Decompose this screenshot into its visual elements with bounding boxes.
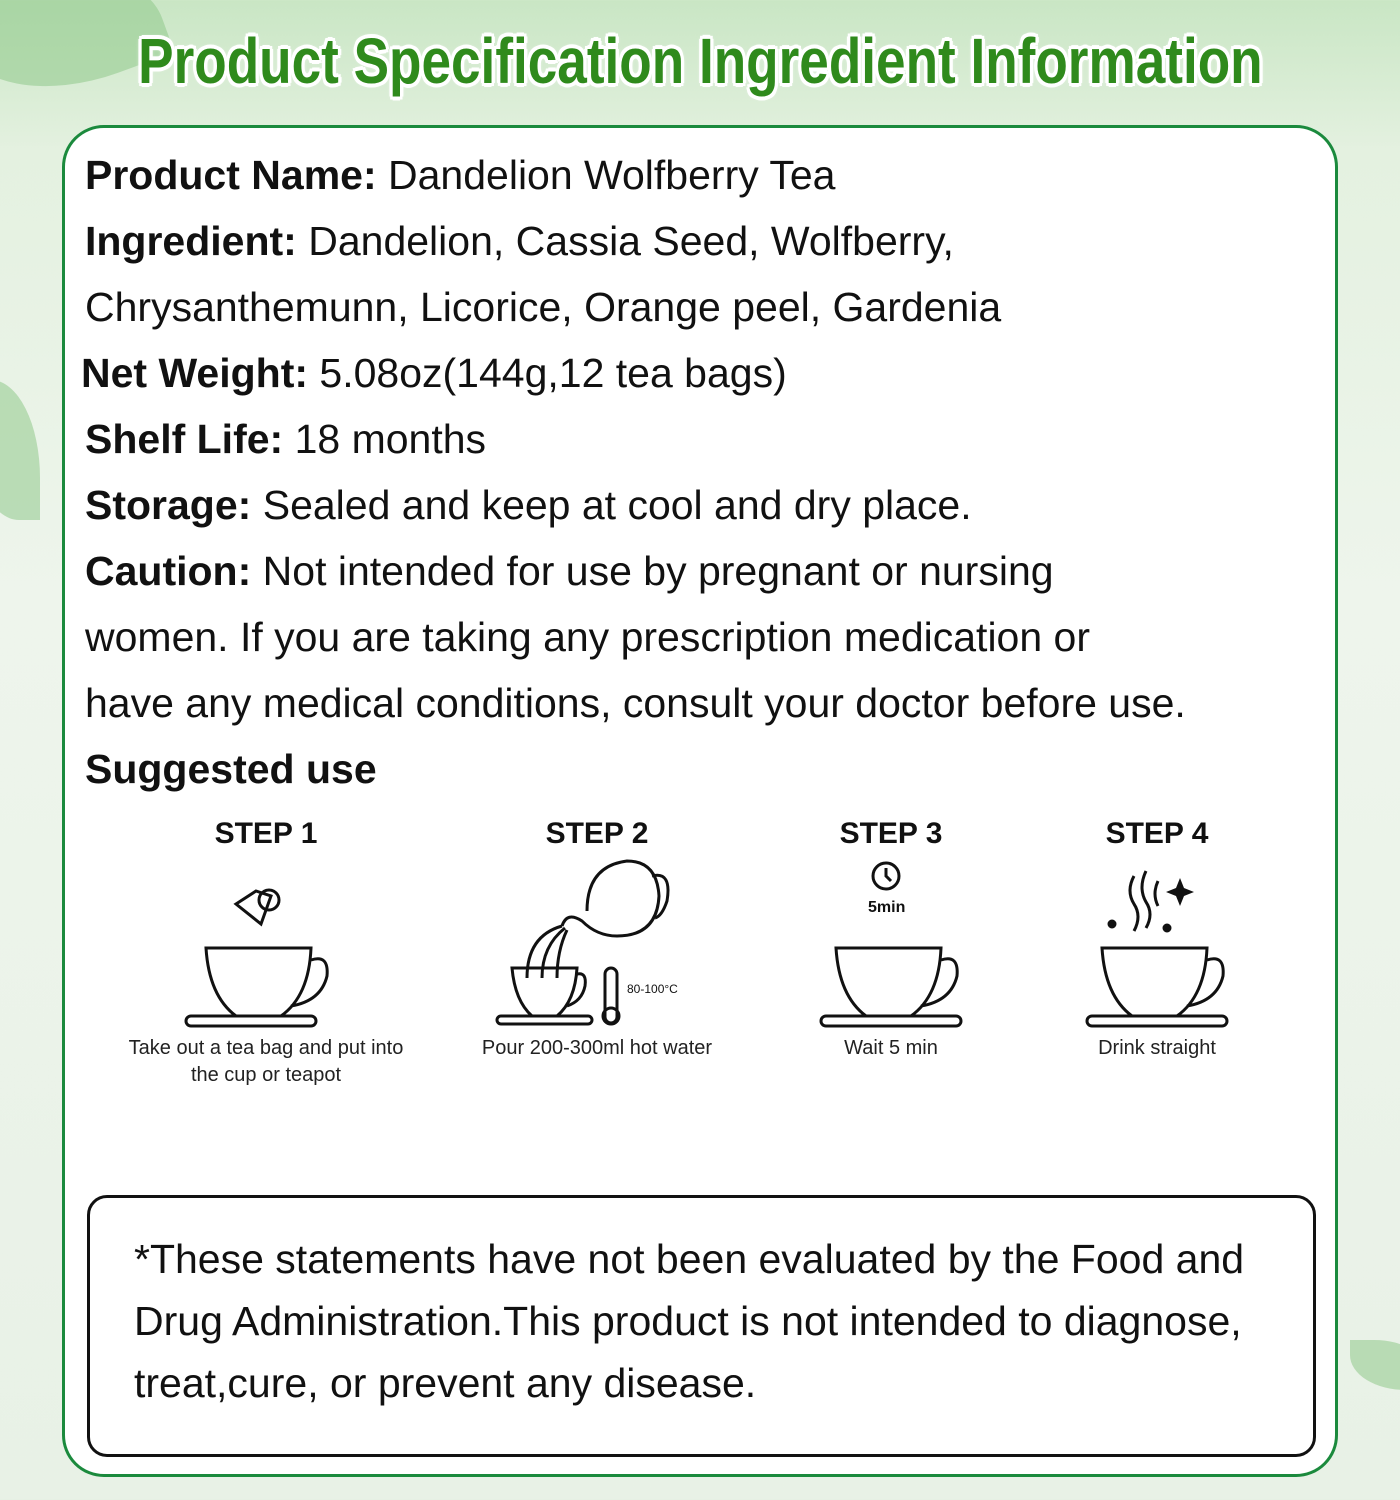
step-4 — [1007, 812, 1307, 1062]
spec-caution: Caution: Not intended for use by pregnant or nursing — [85, 548, 1054, 594]
page-title: Product Specification Ingredient Information — [137, 25, 1263, 97]
spec-storage: Storage: Sealed and keep at cool and dry place. — [85, 482, 972, 528]
spec-shelf-life: Shelf Life: 18 months — [85, 416, 487, 462]
svg-text:80-100°C: 80-100°C — [627, 982, 678, 996]
step-title: STEP 4 — [1105, 817, 1209, 850]
step-title: STEP 3 — [839, 817, 943, 850]
step-3 — [741, 812, 1041, 1062]
step-title: STEP 1 — [214, 817, 318, 850]
step-caption: Pour 200-300ml hot water — [481, 1037, 713, 1059]
spec-ingredient: Ingredient: Dandelion, Cassia Seed, Wolfberry, — [85, 218, 954, 264]
leaf-decoration — [1350, 1340, 1400, 1390]
spec-list — [81, 142, 1186, 802]
step-title: STEP 2 — [545, 817, 649, 850]
spec-caution-cont: have any medical conditions, consult your doctor before use. — [85, 680, 1186, 726]
step-caption: Drink straight — [1098, 1037, 1216, 1059]
step-caption: Wait 5 min — [844, 1037, 938, 1059]
fda-disclaimer-text: *These statements have not been evaluated by the Food and Drug Administration.This product is not intended to diagnose, treat,cure, or prevent any disease. — [134, 1236, 1245, 1406]
spec-caution-cont: women. If you are taking any prescription medication or — [85, 614, 1091, 660]
step-caption: Take out a tea bag and put into the cup or teapot — [128, 1037, 404, 1086]
timer-cup-icon — [806, 856, 976, 1031]
fda-disclaimer-box — [87, 1195, 1316, 1457]
leaf-decoration — [0, 380, 40, 520]
cup-with-tea-bag-icon — [181, 856, 351, 1031]
spec-ingredient-cont: Chrysanthemunn, Licorice, Orange peel, Gardenia — [85, 284, 1002, 330]
steps — [100, 812, 1300, 1102]
teapot-pouring-icon — [487, 856, 707, 1031]
step-2 — [447, 812, 747, 1062]
spec-net-weight: Net Weight: 5.08oz(144g,12 tea bags) — [81, 350, 787, 396]
suggested-use-heading: Suggested use — [85, 746, 377, 792]
step-1 — [116, 812, 416, 1089]
steaming-cup-icon — [1072, 856, 1242, 1031]
spec-product-name: Product Name: Dandelion Wolfberry Tea — [85, 152, 836, 198]
svg-text:5min: 5min — [868, 899, 906, 916]
